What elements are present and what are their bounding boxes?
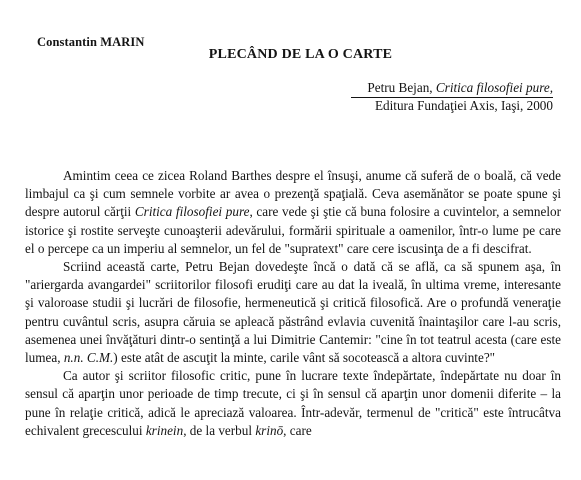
article-title: PLECÂND DE LA O CARTE — [208, 47, 393, 62]
paragraph-2-note: n.n. C.M. — [63, 350, 114, 366]
reference-rule — [351, 97, 553, 98]
paragraph-1-book-title: Critica filosofiei pure — [134, 204, 250, 220]
reference-author: Petru Bejan, — [367, 80, 436, 95]
paragraph-1-text-a: Amintim ceea ce zicea Roland Barthes despre el însuşi, anume că suferă de o boală, că vede limbajul ca şi cum semnele vorbite ar avea o prezenţă spaţială. Ceva asemănător se poate spune şi despre autorul cărţii — [25, 168, 561, 220]
paragraph-3-term-krinein: krinein — [145, 422, 184, 438]
paragraph-3-text-c: , de la verbul — [183, 422, 256, 438]
reference-book-title: Critica filosofiei pure, — [435, 80, 553, 95]
reference-line-1 — [333, 79, 553, 97]
paragraph-3-text-e: , care — [283, 422, 312, 438]
paragraph-1 — [25, 167, 561, 258]
paragraph-2-text-a: Scriind această carte, Petru Bejan dovedeşte încă o dată că se află, ca să spunem aşa, în "ariergarda avangardei" scriitorilor filosofi erudiţi care au dat la iveală, în ultima vreme, interesante şi valoroase studii şi lucrări de filosofie, hermeneutică şi critică filosofică. Are o profundă veneraţie pentru cuvântul scris, asupra căruia se apleacă păstrând evlavia cuvenită înaintaşilor care l-au scris, asemenea unei învăţături dintr-o sentinţă a lui Dimitrie Cantemir: "cine în tot teatrul acesta (care este lumea, — [25, 259, 561, 366]
paragraph-3-text-a: Ca autor şi scriitor filosofic critic, pune în lucrare texte îndepărtate, îndepărtate nu doar în sensul că aparţin unor perioade de timp trecute, ci şi în sensul că aparţin unor domenii diferite – la pune în relaţie critică, adică le apreciază valoarea. Într-adevăr, termenul de "critică" este întrucâtva echivalent grecescului — [25, 368, 561, 438]
paragraph-2 — [25, 258, 561, 367]
author-name: Constantin MARIN — [37, 35, 145, 49]
paragraph-1-text-c: , care vede şi ştie că buna folosire a cuvintelor, a semnelor istorice şi rostite serveşte cunoaşterii adevărului, formării spirituale a oamenilor, într-o lume pe care el o percepe ca un imperiu al semnelor, un fel de "supratext" care cere iscusinţa de a fi descifrat. — [25, 204, 561, 256]
reference-publisher: Editura Fundaţiei Axis, Iaşi, 2000 — [374, 98, 553, 113]
paragraph-3 — [25, 367, 561, 440]
paragraph-2-text-c: ) este atât de ascuţit la minte, carile vânt să socotească a altora cuvinte?" — [113, 350, 496, 366]
article-body — [25, 167, 561, 440]
paragraph-3-term-krino: krinō — [255, 422, 284, 438]
book-reference — [333, 79, 553, 115]
